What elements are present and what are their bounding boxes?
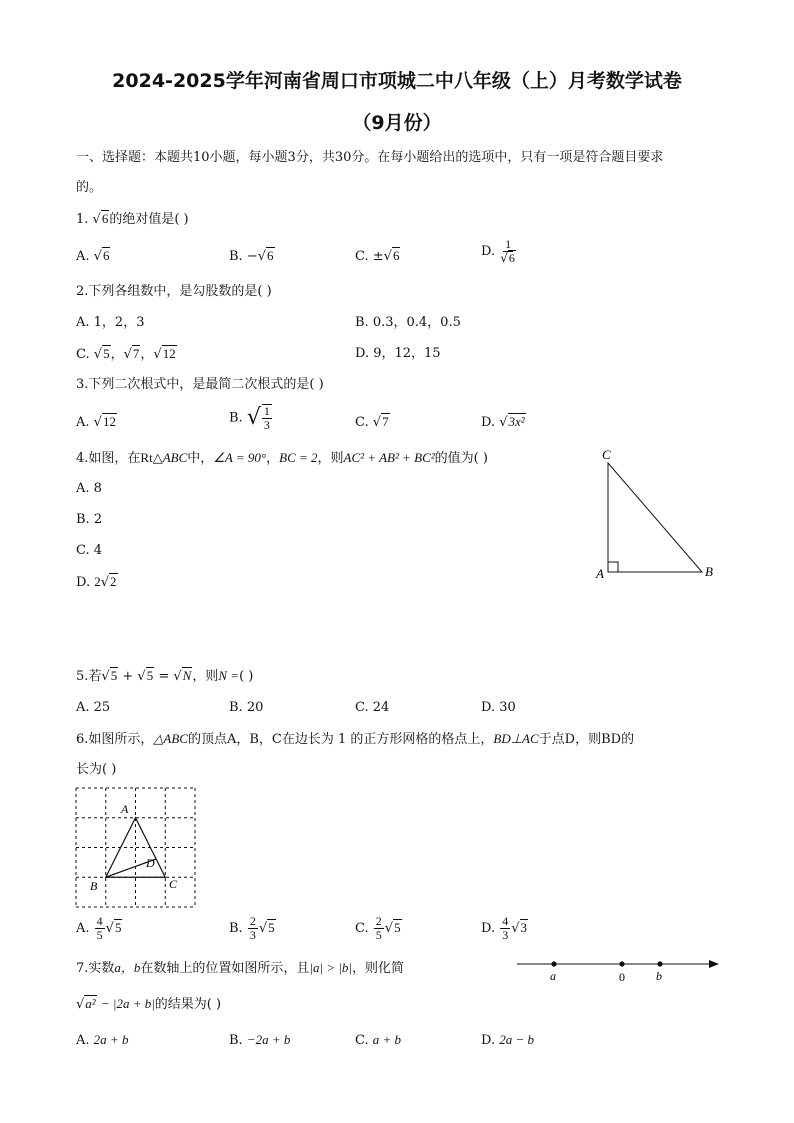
point-b — [657, 961, 662, 966]
grid-label-c: C — [169, 877, 178, 891]
section-heading-cont: 的。 — [76, 180, 103, 195]
q6-option-a[interactable]: A. $\frac{4}{5}$ √5 — [76, 914, 122, 942]
page-title: 2024-2025学年河南省周口市项城二中八年级（上）月考数学试卷 — [112, 70, 682, 92]
q7-option-a[interactable]: A. 2a + b — [76, 1032, 129, 1048]
grid-triangle-figure — [74, 786, 198, 910]
q5-option-b[interactable]: B. 20 — [229, 700, 264, 715]
arrow-right-icon — [709, 960, 719, 968]
question-2: 2.下列各组数中，是勾股数的是( ) — [76, 284, 272, 299]
q4-option-d[interactable]: D. 2√2 — [76, 574, 117, 590]
q2-option-a[interactable]: A. 1，2，3 — [76, 315, 145, 330]
q6-option-b[interactable]: B. $\frac{2}{3}$ √5 — [229, 914, 275, 942]
right-angle-mark — [608, 562, 618, 572]
q3-option-c[interactable]: C. √7 — [355, 414, 389, 430]
question-3: 3.下列二次根式中，是最简二次根式的是( ) — [76, 377, 324, 392]
numline-label-b: b — [656, 969, 662, 983]
q1-number: 1. — [76, 212, 89, 227]
question-6: 6.如图所示，△ABC的顶点A，B，C在边长为 1 的正方形网格的格点上，BD⊥AC于点D，则BD的 — [76, 731, 635, 747]
sqrt-expression: √6 — [92, 211, 109, 227]
q3-option-d[interactable]: D. √3x² — [481, 414, 525, 430]
q7-option-b[interactable]: B. −2a + b — [229, 1032, 291, 1048]
label-a: A — [596, 566, 604, 581]
question-5: 5.若√5 + √5 = √N，则N =( ) — [76, 668, 254, 684]
q5-option-a[interactable]: A. 25 — [76, 700, 111, 715]
question-7-cont: √a² − |2a + b|的结果为( ) — [76, 996, 222, 1012]
grid-label-b: B — [90, 879, 98, 893]
number-line-figure — [515, 952, 725, 986]
q1-option-a[interactable]: A. √6 — [76, 248, 110, 264]
right-triangle-figure — [590, 445, 720, 585]
point-a — [551, 961, 556, 966]
q1-stem: 的绝对值是( ) — [109, 212, 189, 227]
q7-option-d[interactable]: D. 2a − b — [481, 1032, 535, 1048]
q1-option-b[interactable]: B. −√6 — [229, 248, 274, 264]
question-7: 7.实数a，b在数轴上的位置如图所示，且|a| > |b|，则化简 — [76, 960, 405, 976]
q6-option-d[interactable]: D. $\frac{4}{3}$ √3 — [481, 914, 528, 942]
numline-label-a: a — [550, 969, 556, 983]
point-origin — [619, 961, 624, 966]
q2-option-c[interactable]: C. √5，√7，√12 — [76, 346, 176, 362]
section-heading: 一、选择题：本题共10小题，每小题3分，共30分。在每小题给出的选项中，只有一项是符合题目要求 — [76, 150, 664, 165]
label-b: B — [705, 564, 713, 579]
q1-option-d[interactable]: D. $\frac{1}{√6}$ — [481, 237, 515, 265]
grid-label-d: D — [146, 856, 155, 870]
question-1 — [76, 211, 189, 228]
label-c: C — [602, 447, 611, 462]
grid-label-a: A — [121, 802, 129, 816]
q1-option-c[interactable]: C. ±√6 — [355, 248, 400, 264]
question-4: 4.如图，在Rt△ABC中，∠A = 90°，BC = 2，则AC² + AB² + BC²的值为( ) — [76, 450, 488, 466]
q2-option-b[interactable]: B. 0.3，0.4，0.5 — [355, 315, 461, 330]
q3-option-a[interactable]: A. √12 — [76, 414, 116, 430]
q4-option-b[interactable]: B. 2 — [76, 512, 103, 527]
triangle-outline — [608, 463, 702, 572]
q4-option-c[interactable]: C. 4 — [76, 543, 103, 558]
q5-option-d[interactable]: D. 30 — [481, 700, 516, 715]
question-6-cont: 长为( ) — [76, 762, 117, 777]
q5-option-c[interactable]: C. 24 — [355, 700, 390, 715]
q6-option-c[interactable]: C. $\frac{2}{5}$ √5 — [355, 914, 401, 942]
page-subtitle: （9月份） — [352, 112, 442, 134]
q3-option-b[interactable]: B. √ $\frac{1}{3}$ — [229, 404, 270, 432]
q7-option-c[interactable]: C. a + b — [355, 1032, 402, 1048]
q4-option-a[interactable]: A. 8 — [76, 481, 102, 496]
numline-label-0: 0 — [619, 970, 625, 984]
q2-option-d[interactable]: D. 9，12，15 — [355, 346, 441, 361]
